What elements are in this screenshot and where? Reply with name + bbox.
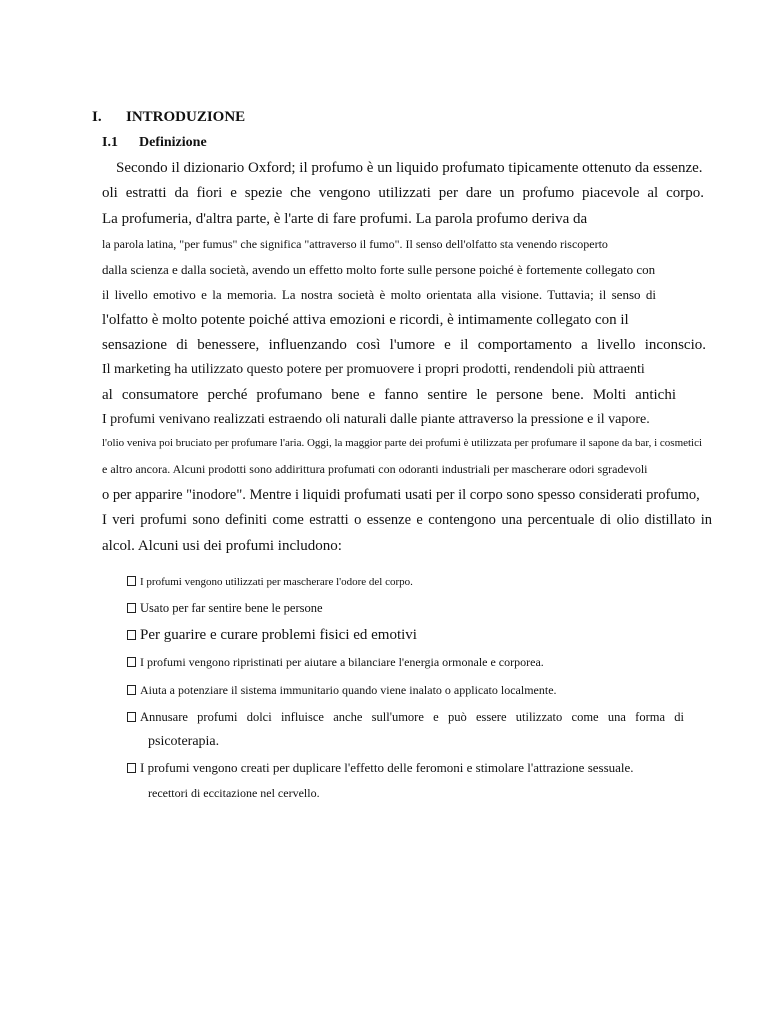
checkbox-icon [127,657,136,667]
body-line: o per apparire "inodore". Mentre i liquidi profumati usati per il corpo sono spesso considerati profumo, [102,487,700,503]
body-line: al consumatore perché profumano bene e fanno sentire le persone bene. Molti antichi [102,387,676,403]
body-line: e altro ancora. Alcuni prodotti sono addirittura profumati con odoranti industriali per mascherare odori sgradevoli [102,462,648,476]
body-line: la parola latina, "per fumus" che significa "attraverso il fumo". Il senso dell'olfatto sta venendo riscoperto [102,237,608,251]
body-line: oli estratti da fiori e spezie che vengono utilizzati per dare un profumo piacevole al corpo. [102,185,704,201]
body-line: I profumi venivano realizzati estraendo oli naturali dalle piante attraverso la pressione e il vapore. [102,412,650,427]
list-item-text: Usato per far sentire bene le persone [140,601,323,615]
list-item [127,601,323,616]
checkbox-icon [127,712,136,722]
body-line: sensazione di benessere, influenzando così l'umore e il comportamento a livello inconscio. [102,337,706,353]
checkbox-icon [127,763,136,773]
list-item-continuation: psicoterapia. [148,734,220,749]
list-item [127,627,417,644]
checkbox-icon [127,630,136,640]
list-item-text: I profumi vengono utilizzati per mascherare l'odore del corpo. [140,576,413,588]
list-item [127,710,684,725]
list-item-continuation: recettori di eccitazione nel cervello. [148,786,320,800]
section-heading [92,109,245,126]
body-line: il livello emotivo e la memoria. La nostra società è molto orientata alla visione. Tuttavia; il senso di [102,287,656,302]
checkbox-icon [127,603,136,613]
section-title: INTRODUZIONE [126,109,246,125]
body-line: dalla scienza e dalla società, avendo un effetto molto forte sulle persone poiché è fortemente collegato con [102,262,656,277]
list-item-text: Annusare profumi dolci influisce anche sull'umore e può essere utilizzato come una forma di [140,710,684,724]
list-item-text: I profumi vengono creati per duplicare l'effetto delle feromoni e stimolare l'attrazione sessuale. [140,760,634,775]
subsection-title: Definizione [139,135,207,150]
list-item-text: Per guarire e curare problemi fisici ed emotivi [140,627,417,643]
section-number: I. [92,109,102,125]
list-item-text: Aiuta a potenziare il sistema immunitario quando viene inalato o applicato localmente. [140,683,557,697]
list-item [127,760,634,776]
subsection-heading [102,135,207,151]
list-item-text: I profumi vengono ripristinati per aiutare a bilanciare l'energia ormonale e corporea. [140,655,544,669]
checkbox-icon [127,576,136,586]
body-line: Il marketing ha utilizzato questo potere per promuovere i propri prodotti, rendendoli più attraenti [102,362,645,377]
list-item [127,655,544,670]
body-line: Secondo il dizionario Oxford; il profumo è un liquido profumato tipicamente ottenuto da essenze. [116,160,703,176]
body-line: l'olio veniva poi bruciato per profumare l'aria. Oggi, la maggior parte dei profumi è utilizzata per profumare il sapone da bar, i cosmetici [102,437,703,449]
body-line: alcol. Alcuni usi dei profumi includono: [102,538,342,554]
body-line: l'olfatto è molto potente poiché attiva emozioni e ricordi, è intimamente collegato con il [102,312,629,328]
body-line: I veri profumi sono definiti come estratti o essenze e contengono una percentuale di olio distillato in [102,512,712,528]
list-item [127,576,413,588]
body-line: La profumeria, d'altra parte, è l'arte di fare profumi. La parola profumo deriva da [102,211,588,227]
subsection-number: I.1 [102,135,118,150]
checkbox-icon [127,685,136,695]
list-item [127,683,557,698]
